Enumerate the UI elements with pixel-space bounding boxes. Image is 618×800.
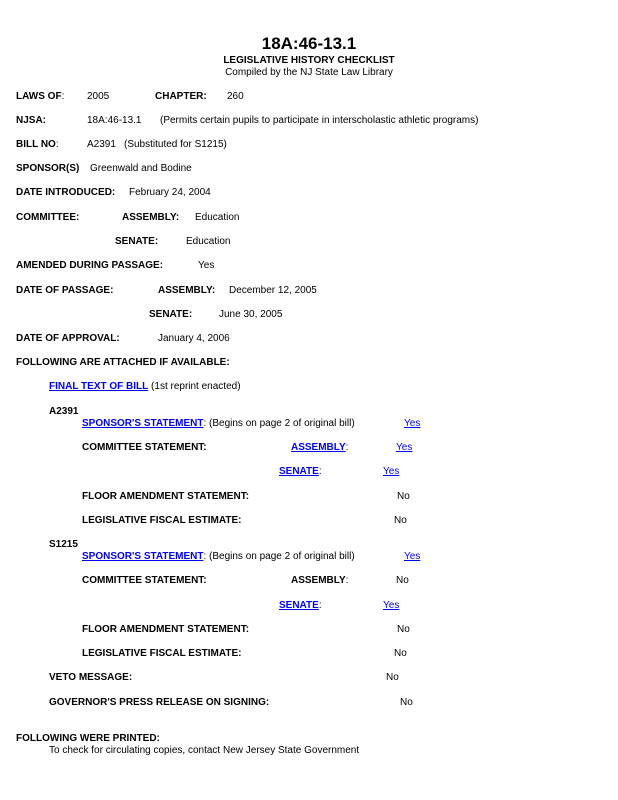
bill-no-value: A2391: [87, 139, 116, 150]
laws-of-value: 2005: [87, 91, 110, 102]
page-subtitle: LEGISLATIVE HISTORY CHECKLIST: [223, 55, 395, 66]
veto-message-value: No: [386, 672, 399, 683]
njsa-value: 18A:46-13.1: [87, 115, 142, 126]
committee-assembly-label: ASSEMBLY:: [122, 212, 180, 223]
passage-senate-value: June 30, 2005: [219, 309, 283, 320]
committee-senate-colon: :: [318, 466, 322, 477]
committee-statement-label: COMMITTEE STATEMENT:: [82, 575, 207, 586]
sponsor-statement-row: [82, 551, 355, 563]
committee-senate-row: [279, 466, 322, 478]
passage-assembly-value: December 12, 2005: [229, 285, 317, 296]
chapter-label: CHAPTER:: [155, 91, 207, 102]
committee-label: COMMITTEE:: [16, 212, 80, 223]
passage-senate-label: SENATE:: [149, 309, 193, 320]
sponsor-statement-note: : (Begins on page 2 of original bill): [203, 551, 355, 562]
njsa-description: (Permits certain pupils to participate in interscholastic athletic programs): [160, 115, 479, 126]
sponsor-statement-link[interactable]: SPONSOR'S STATEMENT: [82, 418, 204, 429]
passage-assembly-label: ASSEMBLY:: [158, 285, 216, 296]
final-text-row: [49, 381, 241, 393]
njsa-label: NJSA:: [16, 115, 47, 126]
fiscal-estimate-value: No: [394, 648, 407, 659]
fiscal-estimate-label: LEGISLATIVE FISCAL ESTIMATE:: [82, 648, 242, 659]
final-text-link[interactable]: FINAL TEXT OF BILL: [49, 381, 149, 392]
bill-no-colon: :: [55, 139, 59, 150]
floor-amendment-value: No: [397, 624, 410, 635]
committee-senate-link[interactable]: SENATE: [279, 466, 319, 477]
amended-value: Yes: [198, 260, 215, 271]
committee-senate-link[interactable]: SENATE: [279, 600, 319, 611]
committee-assembly-colon: :: [345, 442, 349, 453]
sponsor-statement-link[interactable]: SPONSOR'S STATEMENT: [82, 551, 204, 562]
committee-assembly-value: No: [396, 575, 409, 586]
committee-senate-yes-link[interactable]: Yes: [383, 600, 400, 611]
sponsor-statement-note: : (Begins on page 2 of original bill): [203, 418, 355, 429]
fiscal-estimate-label: LEGISLATIVE FISCAL ESTIMATE:: [82, 515, 242, 526]
committee-assembly-label: ASSEMBLY: [291, 575, 346, 586]
floor-amendment-value: No: [397, 491, 410, 502]
chapter-value: 260: [227, 91, 244, 102]
committee-assembly-link[interactable]: ASSEMBLY: [291, 442, 346, 453]
printed-heading: FOLLOWING WERE PRINTED:: [16, 733, 160, 744]
sponsor-statement-yes-link[interactable]: Yes: [404, 551, 421, 562]
committee-assembly-yes-link[interactable]: Yes: [396, 442, 413, 453]
floor-amendment-label: FLOOR AMENDMENT STATEMENT:: [82, 624, 250, 635]
bill-id-a2391: A2391: [49, 406, 79, 417]
bill-no-label: [16, 139, 59, 151]
printed-note: To check for circulating copies, contact New Jersey State Government: [49, 745, 360, 756]
compiled-by: Compiled by the NJ State Law Library: [225, 67, 393, 78]
sponsors-value: Greenwald and Bodine: [90, 163, 192, 174]
veto-message-label: VETO MESSAGE:: [49, 672, 133, 683]
committee-senate-colon: :: [318, 600, 322, 611]
committee-assembly-value: Education: [195, 212, 240, 223]
amended-label: AMENDED DURING PASSAGE:: [16, 260, 164, 271]
date-of-passage-label: DATE OF PASSAGE:: [16, 285, 114, 296]
sponsor-statement-row: [82, 418, 355, 430]
bill-id-s1215: S1215: [49, 539, 78, 550]
bill-no-label-text: BILL NO: [16, 139, 56, 150]
laws-of-label: [16, 91, 64, 103]
governor-press-release-value: No: [400, 697, 413, 708]
final-text-note: (1st reprint enacted): [151, 381, 241, 392]
laws-of-colon: :: [61, 91, 65, 102]
committee-senate-label: SENATE:: [115, 236, 159, 247]
committee-assembly-colon: :: [345, 575, 349, 586]
committee-senate-value: Education: [186, 236, 231, 247]
date-of-approval-value: January 4, 2006: [158, 333, 230, 344]
floor-amendment-label: FLOOR AMENDMENT STATEMENT:: [82, 491, 250, 502]
laws-of-label-text: LAWS OF: [16, 91, 62, 102]
attached-heading: FOLLOWING ARE ATTACHED IF AVAILABLE:: [16, 357, 230, 368]
date-introduced-label: DATE INTRODUCED:: [16, 187, 116, 198]
committee-assembly-row: [291, 442, 348, 454]
governor-press-release-label: GOVERNOR'S PRESS RELEASE ON SIGNING:: [49, 697, 270, 708]
sponsor-statement-yes-link[interactable]: Yes: [404, 418, 421, 429]
date-introduced-value: February 24, 2004: [129, 187, 211, 198]
bill-no-note: (Substituted for S1215): [124, 139, 227, 150]
fiscal-estimate-value: No: [394, 515, 407, 526]
page-title: 18A:46-13.1: [261, 34, 357, 53]
date-of-approval-label: DATE OF APPROVAL:: [16, 333, 120, 344]
committee-statement-label: COMMITTEE STATEMENT:: [82, 442, 207, 453]
committee-senate-row: [279, 600, 322, 612]
committee-senate-yes-link[interactable]: Yes: [383, 466, 400, 477]
committee-assembly-row: [291, 575, 348, 587]
sponsors-label: SPONSOR(S): [16, 163, 80, 174]
